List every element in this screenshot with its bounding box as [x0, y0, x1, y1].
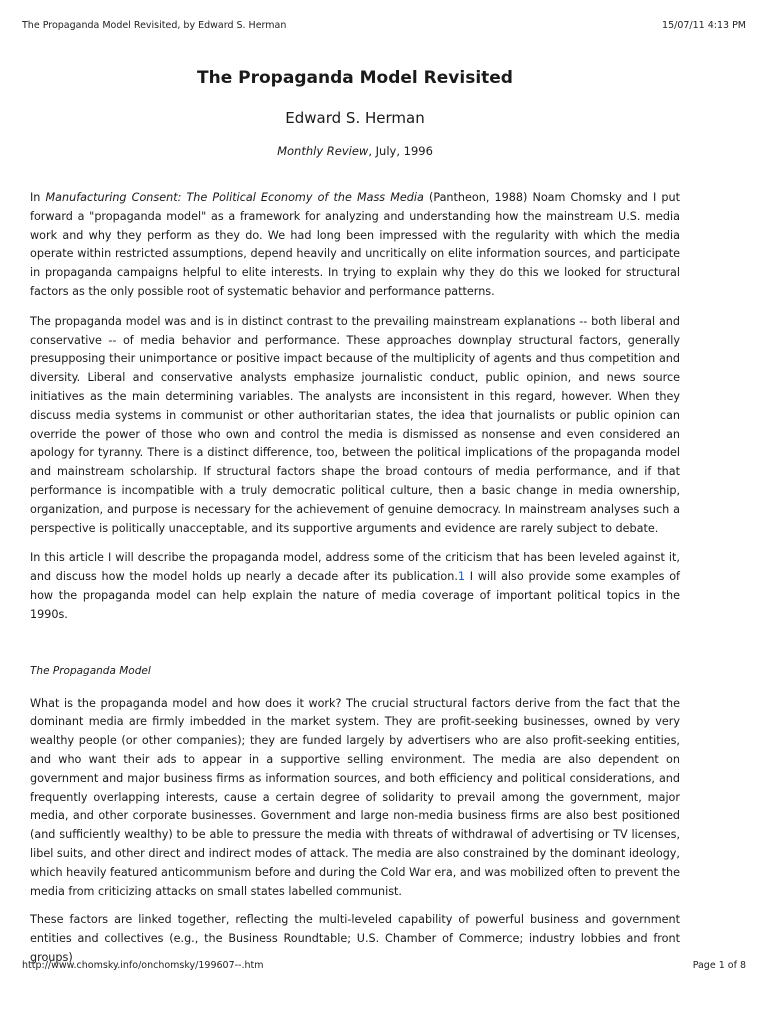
source-publication: Monthly Review	[277, 144, 369, 158]
footer-url: http://www.chomsky.info/onchomsky/199607--.htm	[22, 960, 264, 971]
paragraph-model-description: What is the propaganda model and how does it work? The crucial structural factors derive from the fact that the dominant media are firmly imbedded in the market system. They are profit-seeking businesses, owned by very wealthy people (or other companies); they are funded largely by advertisers who are also profit-seeking entities, and who want their ads to appear in a supportive selling environment. The media are also dependent on government and major business firms as information sources, and both efficiency and political considerations, and frequently overlapping interests, cause a certain degree of solidarity to prevail among the government, major media, and other corporate businesses. Government and large non-media business firms are also best positioned (and sufficiently wealthy) to be able to pressure the media with threats of withdrawal of advertising or TV licenses, libel suits, and other direct and indirect modes of attack. The media are also constrained by the dominant ideology, which heavily featured anticommunism before and during the Cold War era, and was mobilized often to prevent the media from criticizing attacks on small states labelled communist.	[30, 696, 680, 898]
p1-rest: (Pantheon, 1988) Noam Chomsky and I put forward a "propaganda model" as a framework for analyzing and understanding how the mainstream U.S. media work and why they perform as they do. We had long been impressed with the regularity with which the media operate within restricted assumptions, depend heavily and uncritically on elite information sources, and participate in propaganda campaigns helpful to elite interests. In trying to explain why they do this we looked for structural factors as the only possible root of systematic behavior and performance patterns.	[30, 191, 680, 298]
p3-after: I will also provide some examples of how the propaganda model can help explain the nature of media coverage of important political topics in the 1990s.	[30, 570, 680, 621]
paragraph-factors: These factors are linked together, reflecting the multi-leveled capability of powerful business and government entities and collectives (e.g., the Business Roundtable; U.S. Chamber of Commerce; industry lobbies and front groups)	[30, 913, 680, 964]
article-source	[30, 143, 680, 159]
paragraph-intro	[30, 189, 680, 302]
footer-page-number: Page 1 of 8	[692, 960, 746, 971]
header-page-title: The Propaganda Model Revisited, by Edward S. Herman	[22, 20, 287, 31]
print-footer	[22, 960, 746, 974]
article-title: The Propaganda Model Revisited	[197, 68, 513, 88]
header-datetime: 15/07/11 4:13 PM	[662, 20, 746, 31]
p3-before: In this article I will describe the propaganda model, address some of the criticism that has been leveled against it, and discuss how the model holds up nearly a decade after its publication.	[30, 551, 680, 584]
p1-prefix: In	[30, 191, 46, 204]
print-header	[22, 20, 746, 34]
paragraph-contrast: The propaganda model was and is in distinct contrast to the prevailing mainstream explanations -- both liberal and conservative -- of media behavior and performance. These approaches downplay structural factors, generally presupposing their unimportance or positive impact because of the multiplicity of agents and thus competition and diversity. Liberal and conservative analysts emphasize journalistic conduct, public opinion, and news source initiatives as the main determining variables. The analysts are inconsistent in this regard, however. When they discuss media systems in communist or other authoritarian states, the idea that journalists or public opinion can override the power of those who own and control the media is dismissed as nonsense and even considered an apology for tyranny. There is a distinct difference, too, between the political implications of the propaganda model and mainstream scholarship. If structural factors shape the broad contours of media performance, and if that performance is incompatible with a truly democratic political culture, then a basic change in media ownership, organization, and purpose is necessary for the achievement of genuine democracy. In mainstream analyses such a perspective is politically unacceptable, and its supportive arguments and evidence are rarely subject to debate.	[30, 314, 680, 535]
article-author: Edward S. Herman	[285, 109, 425, 127]
footnote-link[interactable]: 1	[457, 570, 465, 584]
section-heading: The Propaganda Model	[30, 664, 151, 677]
book-title: Manufacturing Consent: The Political Economy of the Mass Media	[45, 191, 424, 204]
article	[30, 66, 680, 968]
paragraph-article-plan	[30, 549, 680, 624]
source-date: , July, 1996	[368, 144, 433, 158]
